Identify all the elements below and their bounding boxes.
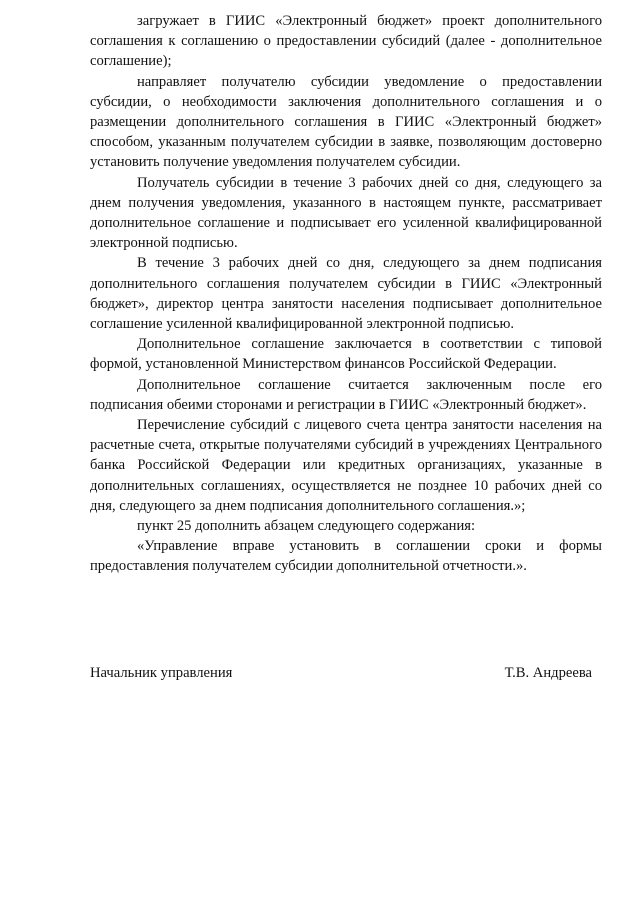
paragraph: Дополнительное соглашение заключается в соответствии с типовой формой, установленной Министерством финансов Российской Федерации.	[90, 336, 602, 373]
signatory-name: Т.В. Андреева	[504, 665, 592, 681]
paragraph: направляет получателю субсидии уведомление о предоставлении субсидии, о необходимости заключения дополнительного соглашения и о размещении дополнительного соглашения в ГИИС «Электронный бюджет» способом, указанным получателем субсидии в заявке, позволяющим достоверно установить получение уведомления получателем субсидии.	[90, 73, 602, 171]
paragraph: Дополнительное соглашение считается заключенным после его подписания обеими сторонами и регистрации в ГИИС «Электронный бюджет».	[90, 376, 602, 413]
paragraph: загружает в ГИИС «Электронный бюджет» проект дополнительного соглашения к соглашению о предоставлении субсидий (далее - дополнительное соглашение);	[90, 13, 602, 70]
paragraph: Получатель субсидии в течение 3 рабочих дней со дня, следующего за днем получения уведомления, указанного в настоящем пункте, рассматривает дополнительное соглашение и подписывает его усиленной квалифицированной электронной подписью.	[90, 174, 602, 252]
signature-block	[90, 663, 592, 683]
paragraph: пункт 25 дополнить абзацем следующего содержания:	[137, 518, 476, 535]
paragraph: В течение 3 рабочих дней со дня, следующего за днем подписания дополнительного соглашения получателем субсидии в ГИИС «Электронный бюджет», директор центра занятости населения подписывает дополнительное соглашение усиленной квалифицированной электронной подписью.	[90, 255, 602, 333]
paragraph: Перечисление субсидий с лицевого счета центра занятости населения на расчетные счета, открытые получателями субсидий в учреждениях Центрального банка Российской Федерации или кредитных организациях, указанные в дополнительных соглашениях, осуществляется не позднее 10 рабочих дней со дня, следующего за днем подписания дополнительного соглашения.»;	[90, 417, 602, 514]
document-body	[90, 11, 602, 577]
paragraph: «Управление вправе установить в соглашении сроки и формы предоставления получателем субсидии дополнительной отчетности.».	[90, 538, 602, 575]
signatory-position: Начальник управления	[90, 665, 233, 681]
